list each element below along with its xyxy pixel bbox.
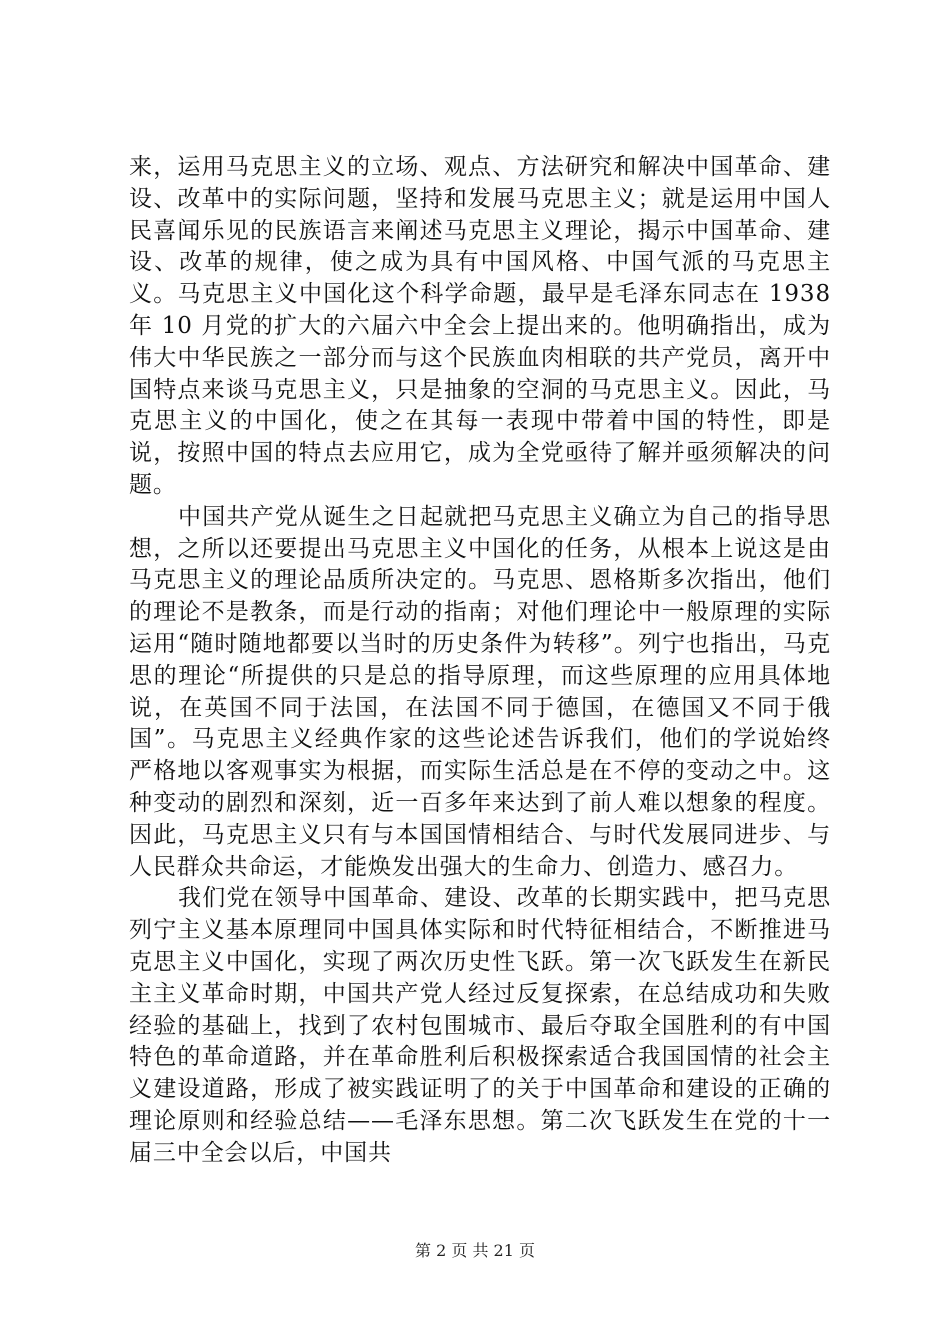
- document-body: [129, 152, 831, 1170]
- paragraph-2: 中国共产党从诞生之日起就把马克思主义确立为自己的指导思想，之所以还要提出马克思主义中国化的任务，从根本上说这是由马克思主义的理论品质所决定的。马克思、恩格斯多次指出，他们的理论不是教条，而是行动的指南；对他们理论中一般原理的实际运用“随时随地都要以当时的历史条件为转移”。列宁也指出，马克思的理论“所提供的只是总的指导原理，而这些原理的应用具体地说，在英国不同于法国，在法国不同于德国，在德国又不同于俄国”。马克思主义经典作家的这些论述告诉我们，他们的学说始终严格地以客观事实为根据，而实际生活总是在不停的变动之中。这种变动的剧烈和深刻，近一百多年来达到了前人难以想象的程度。因此，马克思主义只有与本国国情相结合、与时代发展同进步、与人民群众共命运，才能焕发出强大的生命力、创造力、感召力。: [129, 503, 831, 880]
- paragraph-1: 来，运用马克思主义的立场、观点、方法研究和解决中国革命、建设、改革中的实际问题，坚持和发展马克思主义；就是运用中国人民喜闻乐见的民族语言来阐述马克思主义理论，揭示中国革命、建设、改革的规律，使之成为具有中国风格、中国气派的马克思主义。马克思主义中国化这个科学命题，最早是毛泽东同志在 1938 年 10 月党的扩大的六届六中全会上提出来的。他明确指出，成为伟大中华民族之一部分而与这个民族血肉相联的共产党员，离开中国特点来谈马克思主义，只是抽象的空洞的马克思主义。因此，马克思主义的中国化，使之在其每一表现中带着中国的特性，即是说，按照中国的特点去应用它，成为全党亟待了解并亟须解决的问题。: [129, 154, 831, 498]
- paragraph-3: 我们党在领导中国革命、建设、改革的长期实践中，把马克思列宁主义基本原理同中国具体实际和时代特征相结合，不断推进马克思主义中国化，实现了两次历史性飞跃。第一次飞跃发生在新民主主义革命时期，中国共产党人经过反复探索，在总结成功和失败经验的基础上，找到了农村包围城市、最后夺取全国胜利的有中国特色的革命道路，并在革命胜利后积极探索适合我国国情的社会主义建设道路，形成了被实践证明了的关于中国革命和建设的正确的理论原则和经验总结——毛泽东思想。第二次飞跃发生在党的十一届三中全会以后，中国共: [129, 885, 831, 1166]
- page-footer: 第 2 页 共 21 页: [415, 1241, 535, 1260]
